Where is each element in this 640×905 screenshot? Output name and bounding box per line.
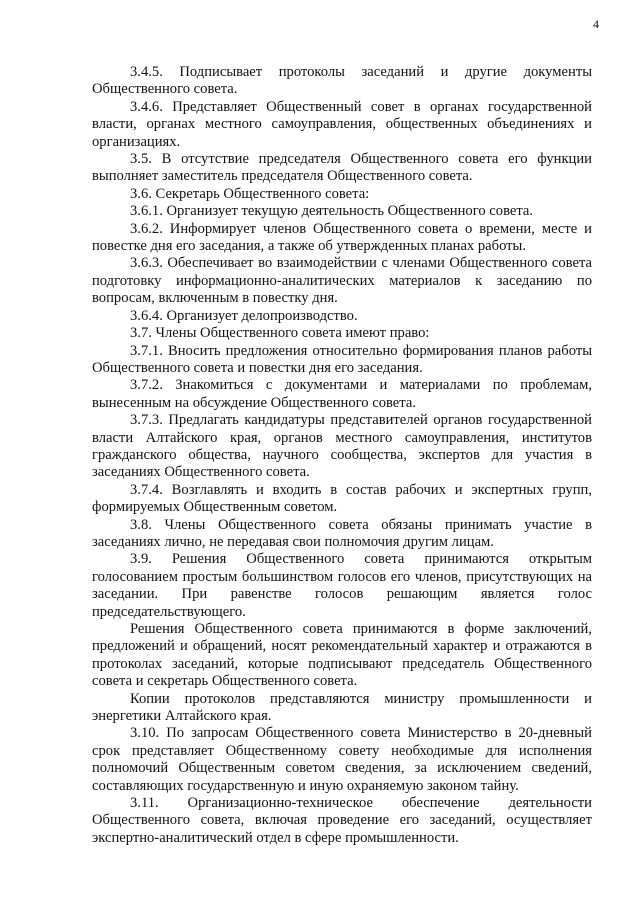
paragraph-3-5: 3.5. В отсутствие председателя Общественного совета его функции выполняет заместитель председателя Общественного совета.: [92, 151, 592, 185]
paragraph-3-9-copies: Копии протоколов представляются министру промышленности и энергетики Алтайского края.: [92, 690, 592, 725]
paragraph-3-11: 3.11. Организационно-техническое обеспечение деятельности Общественного совета, включая проведение его заседаний, осуществляет экспертно-аналитический отдел в сфере промышленности.: [92, 795, 592, 846]
document-body: [92, 64, 592, 847]
paragraph-3-7-1: 3.7.1. Вносить предложения относительно формирования планов работы Общественного совета и повестки дня его заседания.: [92, 342, 592, 376]
page-number: 4: [593, 17, 599, 31]
paragraph-3-6: 3.6. Секретарь Общественного совета:: [130, 185, 370, 202]
paragraph-3-7-4: 3.7.4. Возглавлять и входить в состав рабочих и экспертных групп, формируемых Общественным советом.: [92, 481, 592, 516]
paragraph-3-4-6: 3.4.6. Представляет Общественный совет в органах государственной власти, органах местного самоуправления, общественных объединениях и организациях.: [92, 98, 592, 150]
paragraph-3-8: 3.8. Члены Общественного совета обязаны принимать участие в заседаниях лично, не передавая свои полномочия другим лицам.: [92, 516, 592, 550]
paragraph-3-7-2: 3.7.2. Знакомиться с документами и материалами по проблемам, вынесенным на обсуждение Общественного совета.: [92, 377, 592, 411]
paragraph-3-6-2: 3.6.2. Информирует членов Общественного совета о времени, месте и повестке дня его заседания, а также об утвержденных планах работы.: [92, 220, 592, 255]
paragraph-3-10: 3.10. По запросам Общественного совета Министерство в 20-дневный срок представляет Общественному совету необходимые для исполнения полномочий Общественным советом сведения, за исключением сведений, составляющих государственную и иную охраняемую законом тайну.: [92, 725, 592, 794]
paragraph-3-7: 3.7. Члены Общественного совета имеют право:: [130, 325, 430, 342]
paragraph-3-6-1: 3.6.1. Организует текущую деятельность Общественного совета.: [130, 203, 534, 220]
paragraph-3-4-5: 3.4.5. Подписывает протоколы заседаний и другие документы Общественного совета.: [92, 64, 592, 98]
paragraph-3-7-3: 3.7.3. Предлагать кандидатуры представителей органов государственной власти Алтайского края, органов местного самоуправления, институтов гражданского общества, научного сообщества, экспертов для участия в заседаниях Общественного совета.: [92, 412, 592, 481]
paragraph-3-9: 3.9. Решения Общественного совета принимаются открытым голосованием простым большинством голосов его членов, присутствующих на заседании. При равенстве голосов решающим является голос председательствующего.: [92, 551, 592, 620]
paragraph-3-6-3: 3.6.3. Обеспечивает во взаимодействии с членами Общественного совета подготовку информационно-аналитических материалов к заседанию по вопросам, включенным в повестку дня.: [92, 255, 592, 307]
paragraph-3-6-4: 3.6.4. Организует делопроизводство.: [130, 307, 358, 324]
paragraph-3-9-decisions: Решения Общественного совета принимаются в форме заключений, предложений и обращений, носят рекомендательный характер и отражаются в протоколах заседаний, которые подписывают председатель Общественного совета и секретарь Общественного совета.: [92, 621, 592, 690]
